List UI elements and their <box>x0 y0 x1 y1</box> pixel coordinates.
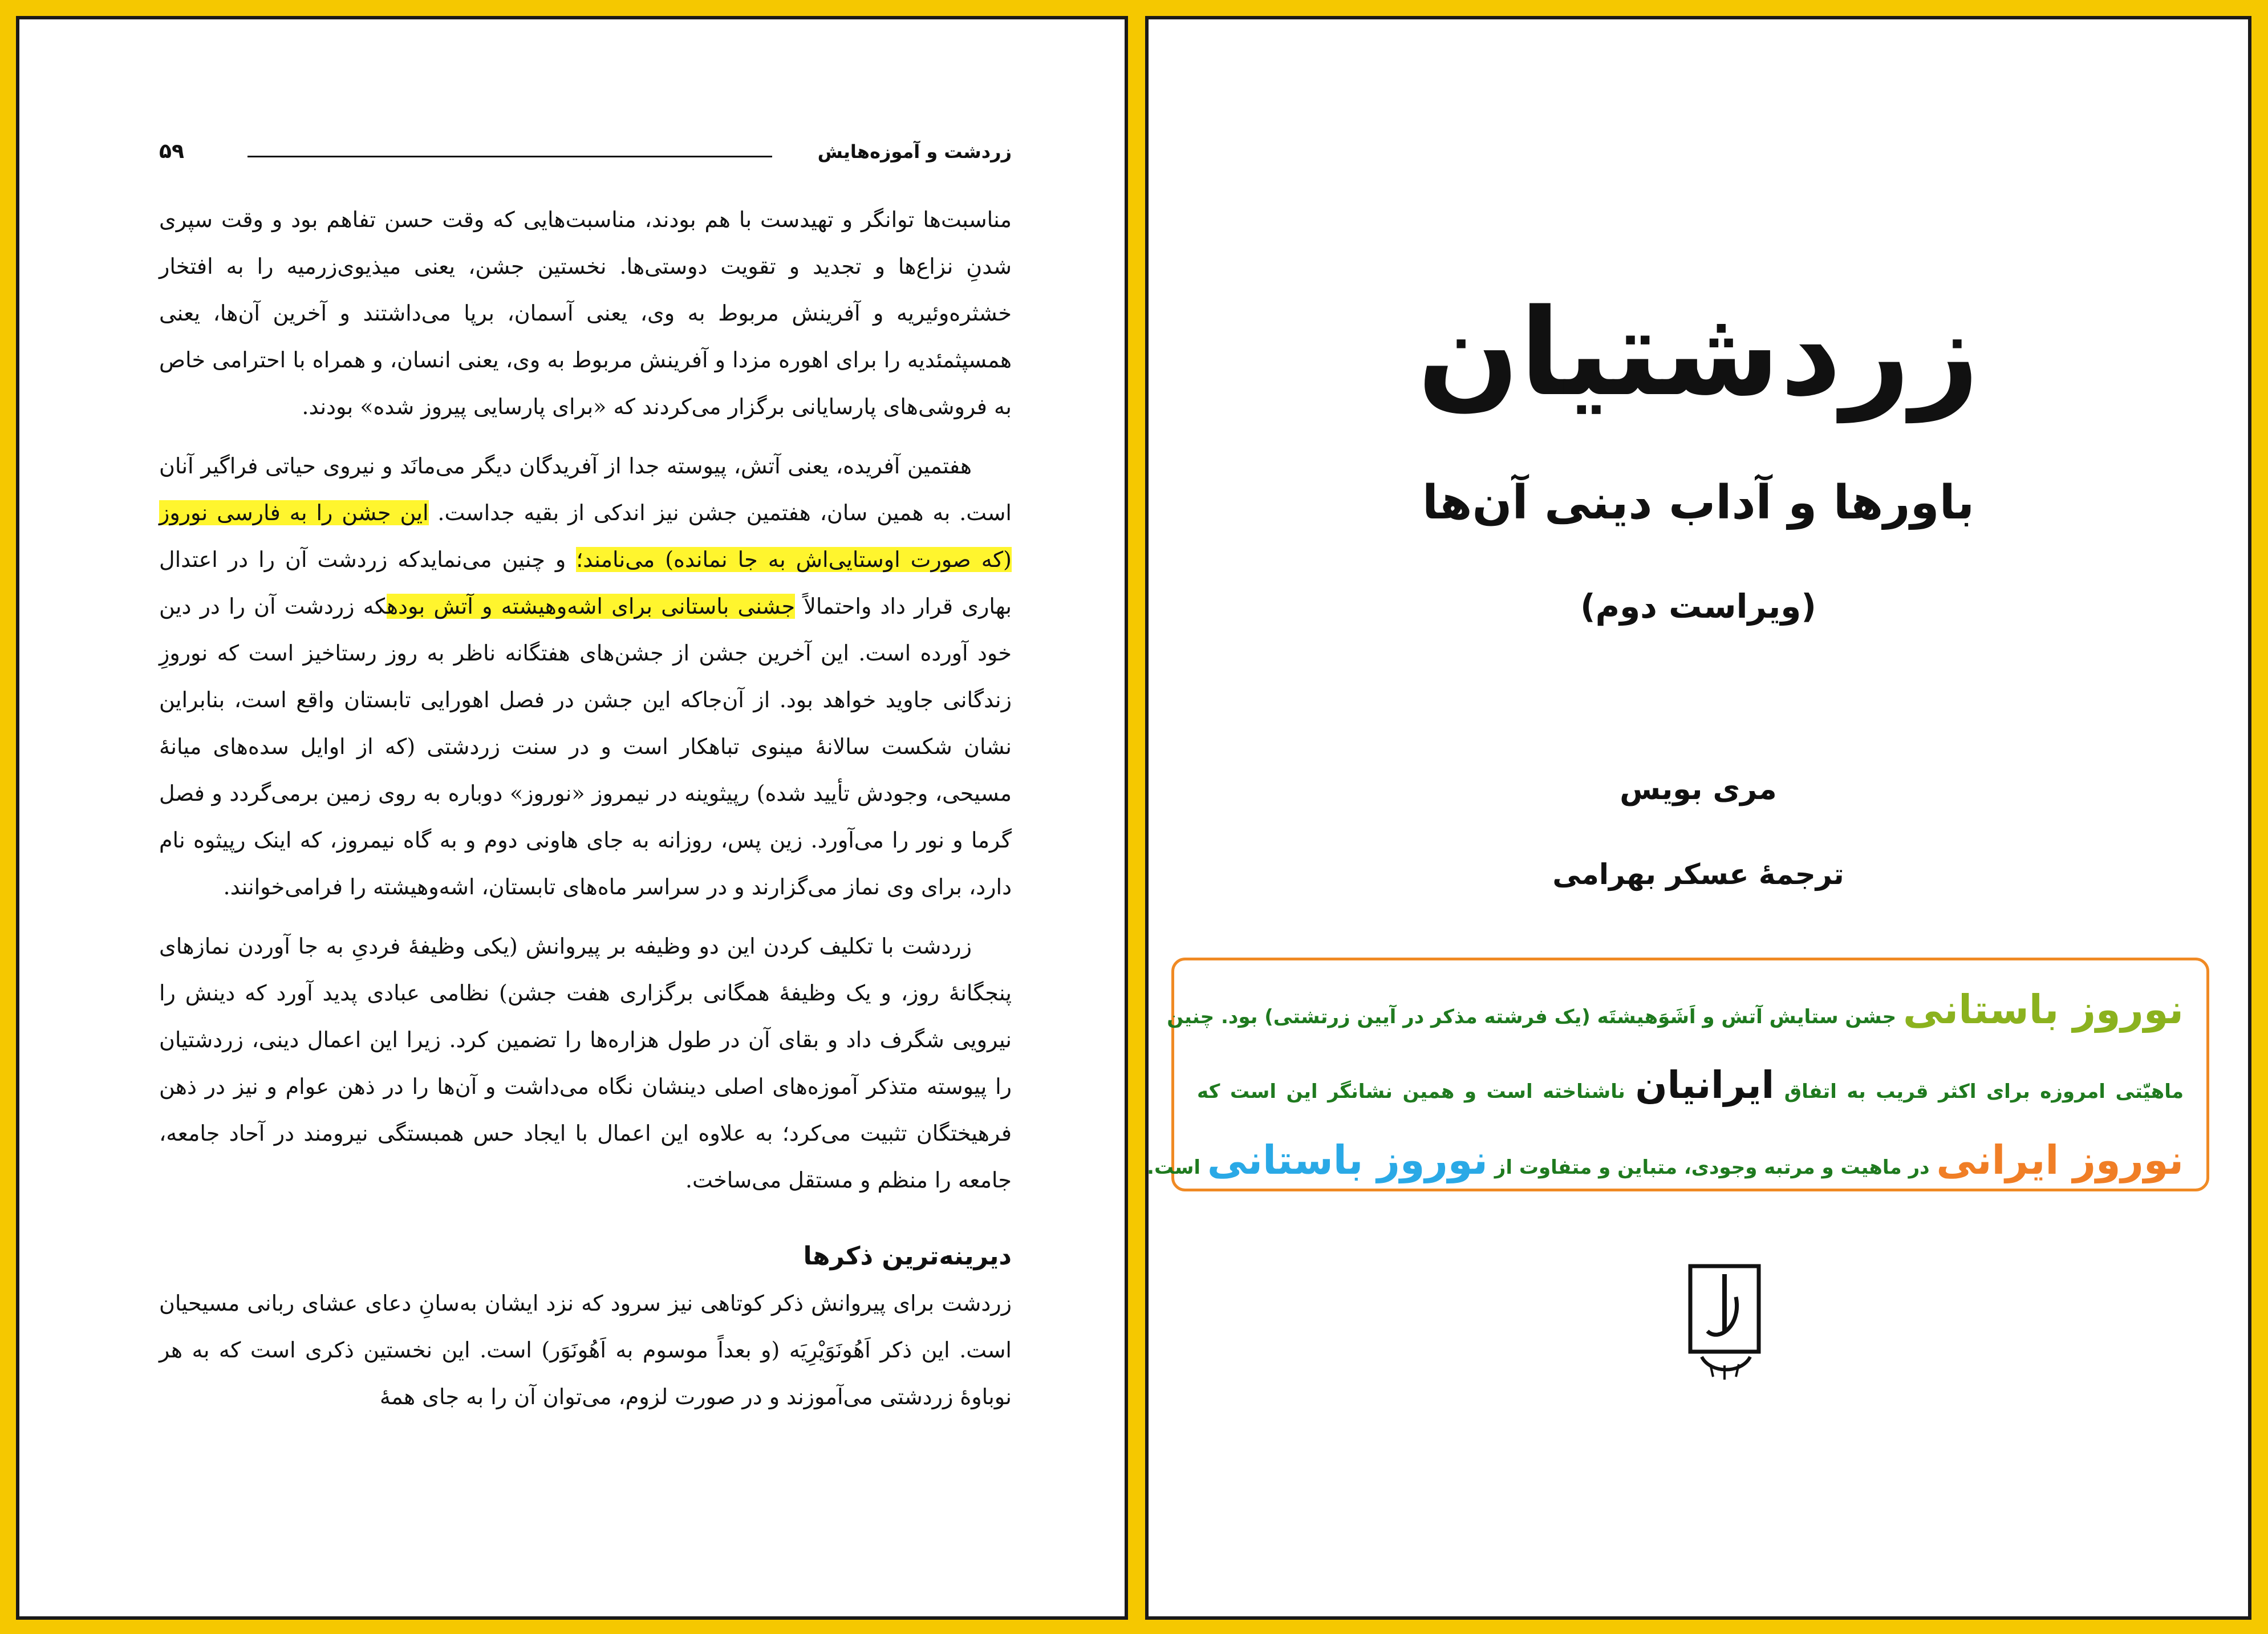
book-title: زردشتیان <box>1417 283 1979 423</box>
annotation-text: جشن ستایش آتش و اَشَوَهیشتَه (یک فرشته مذکر در آیین زرتشتی) بود. چنین <box>1167 1005 1903 1028</box>
paragraph-text: که زردشت آن را در دین خود آورده است. این آخرین جشن از جشن‌های هفتگانه ناظر به روز رستاخیز است که نوروزِ زندگانی جاوید خواهد بود. از آن‌جاکه این جشن در فصل اهورایی تابستان واقع است، بنابراین نشان شکست سالانهٔ مینوی تباهکار است و در سنت زردشتی (که از اوایل سده‌های میانهٔ مسیحی، وجودش تأیید شده) رپیثوینه در نیمروز «نوروز» دوباره به روی زمین برمی‌گردد و فصل گرما و نور را می‌آورد. زین پس، روزانه به جای هاونی دوم و به گاه نیمروز، که اینک رپیثوه نام دارد، برای وی نماز می‌گزارند و در سراسر ماه‌های تابستان، اشه‌وهیشته را فرامی‌خوانند. <box>159 594 1012 899</box>
paragraph-text: هفتمین آفریده، یعنی آتش، پیوسته جدا از آفریدگان دیگر می‌مانَد و نیروی حیاتی فراگیر آنان است. به همین سان، هفتمین جشن نیز اندکی از بقیه جداست. <box>159 453 1012 525</box>
keyword-nowruz-irani: نوروز ایرانی <box>1936 1137 2184 1183</box>
book-author: مری بویس <box>1620 772 1777 806</box>
paragraph-text: زردشت با تکلیف کردن این دو وظیفه بر پیروانش (یکی وظیفهٔ فردیِ به جا آوردن نمازهای پنجگانهٔ روز، و یک وظیفهٔ همگانی برگزاری هفت جشن) نظامی عبادی پدید آورد که دینش را نیرویی شگرف داد و بقای آن در طول هزاره‌ها را تضمین کرد. زیرا این اعمال دینی، زردشتیان را پیوسته متذکر آموزه‌های اصلی دینشان نگاه می‌داشت و آن‌ها را در ذهن عوام و نیز در ذهن فرهیختگان تثبیت می‌کرد؛ به علاوه این اعمال با ایجاد حس همبستگی نیرومند در آحاد جامعه، جامعه را منظم و مستقل می‌ساخت. <box>159 934 1012 1193</box>
annotation-line-1 <box>1167 975 2184 1051</box>
book-edition: (ویراست دوم) <box>1580 587 1816 626</box>
running-head-rule <box>248 156 772 157</box>
annotation-line-3 <box>1147 1126 2184 1202</box>
paragraph-2 <box>159 443 1012 910</box>
paragraph-4 <box>159 1280 1012 1420</box>
running-head <box>159 136 1012 171</box>
right-page <box>1145 16 2251 1620</box>
keyword-iranian: ایرانیان <box>1635 1063 1775 1107</box>
book-subtitle: باورها و آداب دینی آن‌ها <box>1422 476 1975 530</box>
running-head-title: زردشت و آموزه‌هایش <box>817 141 1012 163</box>
highlighted-text: این جشن را به فارسی نوروز (که صورت اوستایی‌اش به جا نمانده) می‌نامند؛ <box>159 500 1012 572</box>
paragraph-3 <box>159 923 1012 1203</box>
publisher-logo <box>1679 1263 1770 1382</box>
book-translator: ترجمهٔ عسکر بهرامی <box>1552 858 1844 891</box>
body-text <box>159 196 1012 1433</box>
page-number: ۵۹ <box>159 140 184 163</box>
paragraph-text: و چنین می‌نمایدکه زردشت آن را در اعتدال بهاری قرار داد واحتمالاً <box>159 547 1012 619</box>
highlighted-text: جشنی باستانی برای اشه‌وهیشته و آتش بوده <box>387 594 796 619</box>
annotation-text: است. <box>1147 1156 1207 1179</box>
annotation-text: در ماهیت و مرتبه وجودی، متباین و متفاوت از <box>1487 1156 1937 1179</box>
paragraph-text: زردشت برای پیروانش ذکر کوتاهی نیز سرود که نزد ایشان به‌سانِ دعای عشای ربانی مسیحیان است. این ذکر اَهُونَوَیْرِیَه (و بعداً موسوم به اَهُونَوَر) است. این نخستین ذکری است که به هر نوباوهٔ زردشتی می‌آموزند و در صورت لزوم، می‌توان آن را به جای همهٔ <box>159 1291 1012 1409</box>
section-heading: دیرینه‌ترین ذکرها <box>803 1242 1012 1271</box>
annotation-box <box>1147 958 2209 1191</box>
left-page <box>16 16 1128 1620</box>
paragraph-1 <box>159 196 1012 430</box>
keyword-nowruz-bastani: نوروز باستانی <box>1902 986 2184 1033</box>
annotation-text: ماهیّتی امروزه برای اکثر قریب به اتفاق <box>1774 1080 2184 1103</box>
annotation-line-2 <box>1197 1051 2184 1126</box>
annotation-text: ناشناخته است و همین نشانگر این است که <box>1197 1080 1636 1103</box>
paragraph-text: مناسبت‌ها توانگر و تهیدست با هم بودند، مناسبت‌هایی که وقت حسن تفاهم بود و وقت سپری شدنِ نزاع‌ها و تجدید و تقویت دوستی‌ها. نخستین جشن، یعنی میذیوی‌زرمیه را به افتخار خشثره‌وئیریه و آفرینش مربوط به وی، یعنی آسمان، برپا می‌داشتند و آخرین آن‌ها، یعنی همسپثمئدیه را برای اهوره مزدا و آفرینش مربوط به وی، یعنی انسان، و همراه با احترامی خاص به فروشی‌های پارسایانی برگزار می‌کردند که «برای پارسایی پیروز شده» بودند. <box>159 207 1012 419</box>
keyword-nowruz-bastani-2: نوروز باستانی <box>1207 1137 1488 1183</box>
